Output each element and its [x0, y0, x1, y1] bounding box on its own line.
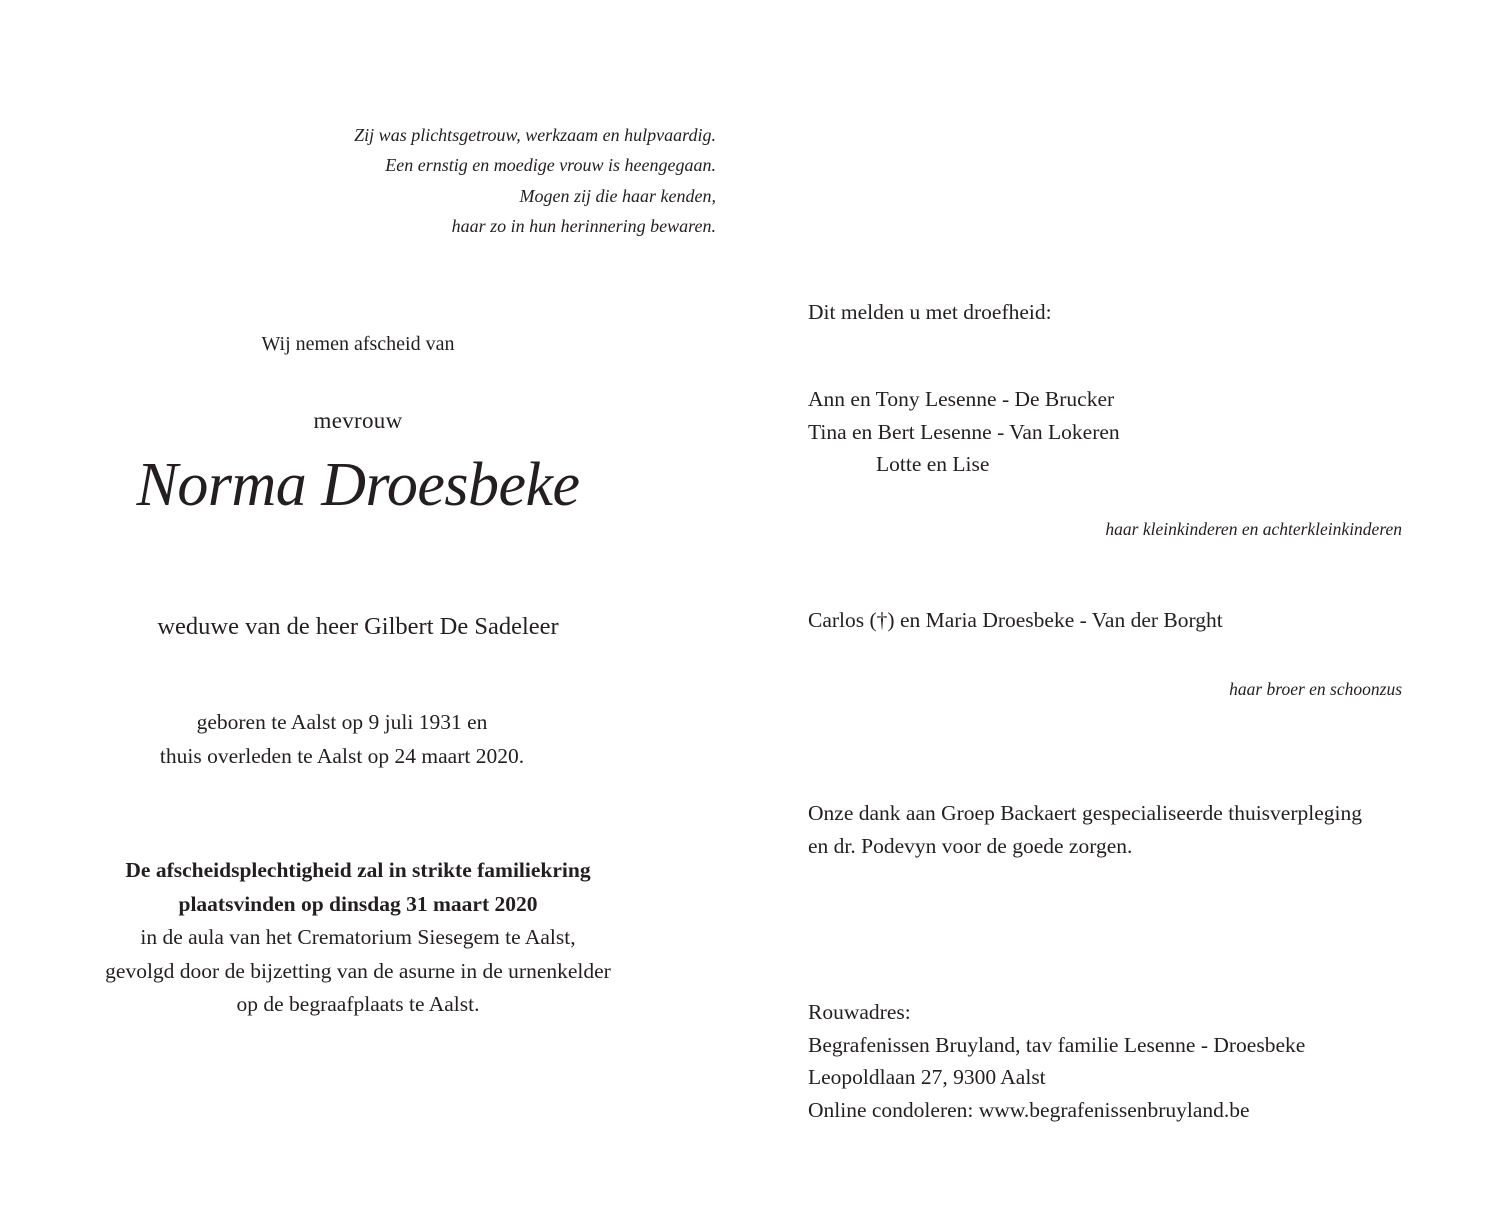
- thanks-note: [808, 797, 1362, 862]
- ceremony-line: in de aula van het Crematorium Siesegem te Aalst,: [140, 925, 576, 949]
- address-line: Begrafenissen Bruyland, tav familie Lesenne - Droesbeke: [808, 1032, 1306, 1057]
- deceased-name: Norma Droesbeke: [136, 451, 580, 519]
- family-member: Ann en Tony Lesenne - De Brucker: [808, 387, 1115, 411]
- ceremony-line: gevolgd door de bijzetting van de asurne in de urnenkelder: [105, 958, 611, 983]
- thanks-line: en dr. Podevyn voor de goede zorgen.: [808, 833, 1133, 858]
- family-member: Tina en Bert Lesenne - Van Lokeren: [808, 419, 1120, 444]
- poem-line: Zij was plichtsgetrouw, werkzaam en hulpvaardig.: [354, 125, 716, 145]
- ceremony-details: [60, 854, 656, 1022]
- thanks-line: Onze dank aan Groep Backaert gespecialiseerde thuisverpleging: [808, 801, 1362, 825]
- date-line: thuis overleden te Aalst op 24 maart 2020.: [159, 744, 525, 768]
- relation-label-grandchildren: haar kleinkinderen en achterkleinkinderen: [1105, 519, 1402, 539]
- address-line: Leopoldlaan 27, 9300 Aalst: [808, 1065, 1046, 1089]
- birth-death-dates: [60, 705, 624, 773]
- announcement-heading: Dit melden u met droefheid:: [808, 300, 1052, 324]
- ceremony-bold-line: De afscheidsplechtigheid zal in strikte familiekring: [125, 858, 591, 882]
- memorial-poem: [200, 120, 716, 241]
- intro-text: Wij nemen afscheid van: [261, 333, 455, 355]
- salutation: mevrouw: [313, 408, 403, 433]
- poem-line: haar zo in hun herinnering bewaren.: [451, 215, 716, 236]
- family-member: Lotte en Lise: [876, 452, 990, 476]
- date-line: geboren te Aalst op 9 juli 1931 en: [196, 710, 488, 734]
- ceremony-bold-line: plaatsvinden op dinsdag 31 maart 2020: [178, 891, 538, 916]
- ceremony-line: op de begraafplaats te Aalst.: [236, 992, 480, 1016]
- widow-line: weduwe van de heer Gilbert De Sadeleer: [157, 613, 559, 640]
- family-list-siblings: Carlos (†) en Maria Droesbeke - Van der Borght: [808, 608, 1223, 632]
- family-list-children: [808, 383, 1120, 481]
- relation-label-siblings: haar broer en schoonzus: [1229, 679, 1402, 699]
- address-heading: Rouwadres:: [808, 1000, 911, 1024]
- condolence-address: [808, 996, 1305, 1126]
- online-condolence-line: Online condoleren: www.begrafenissenbruyland.be: [808, 1097, 1250, 1122]
- poem-line: Mogen zij die haar kenden,: [519, 185, 716, 206]
- poem-line: Een ernstig en moedige vrouw is heengegaan.: [385, 155, 716, 176]
